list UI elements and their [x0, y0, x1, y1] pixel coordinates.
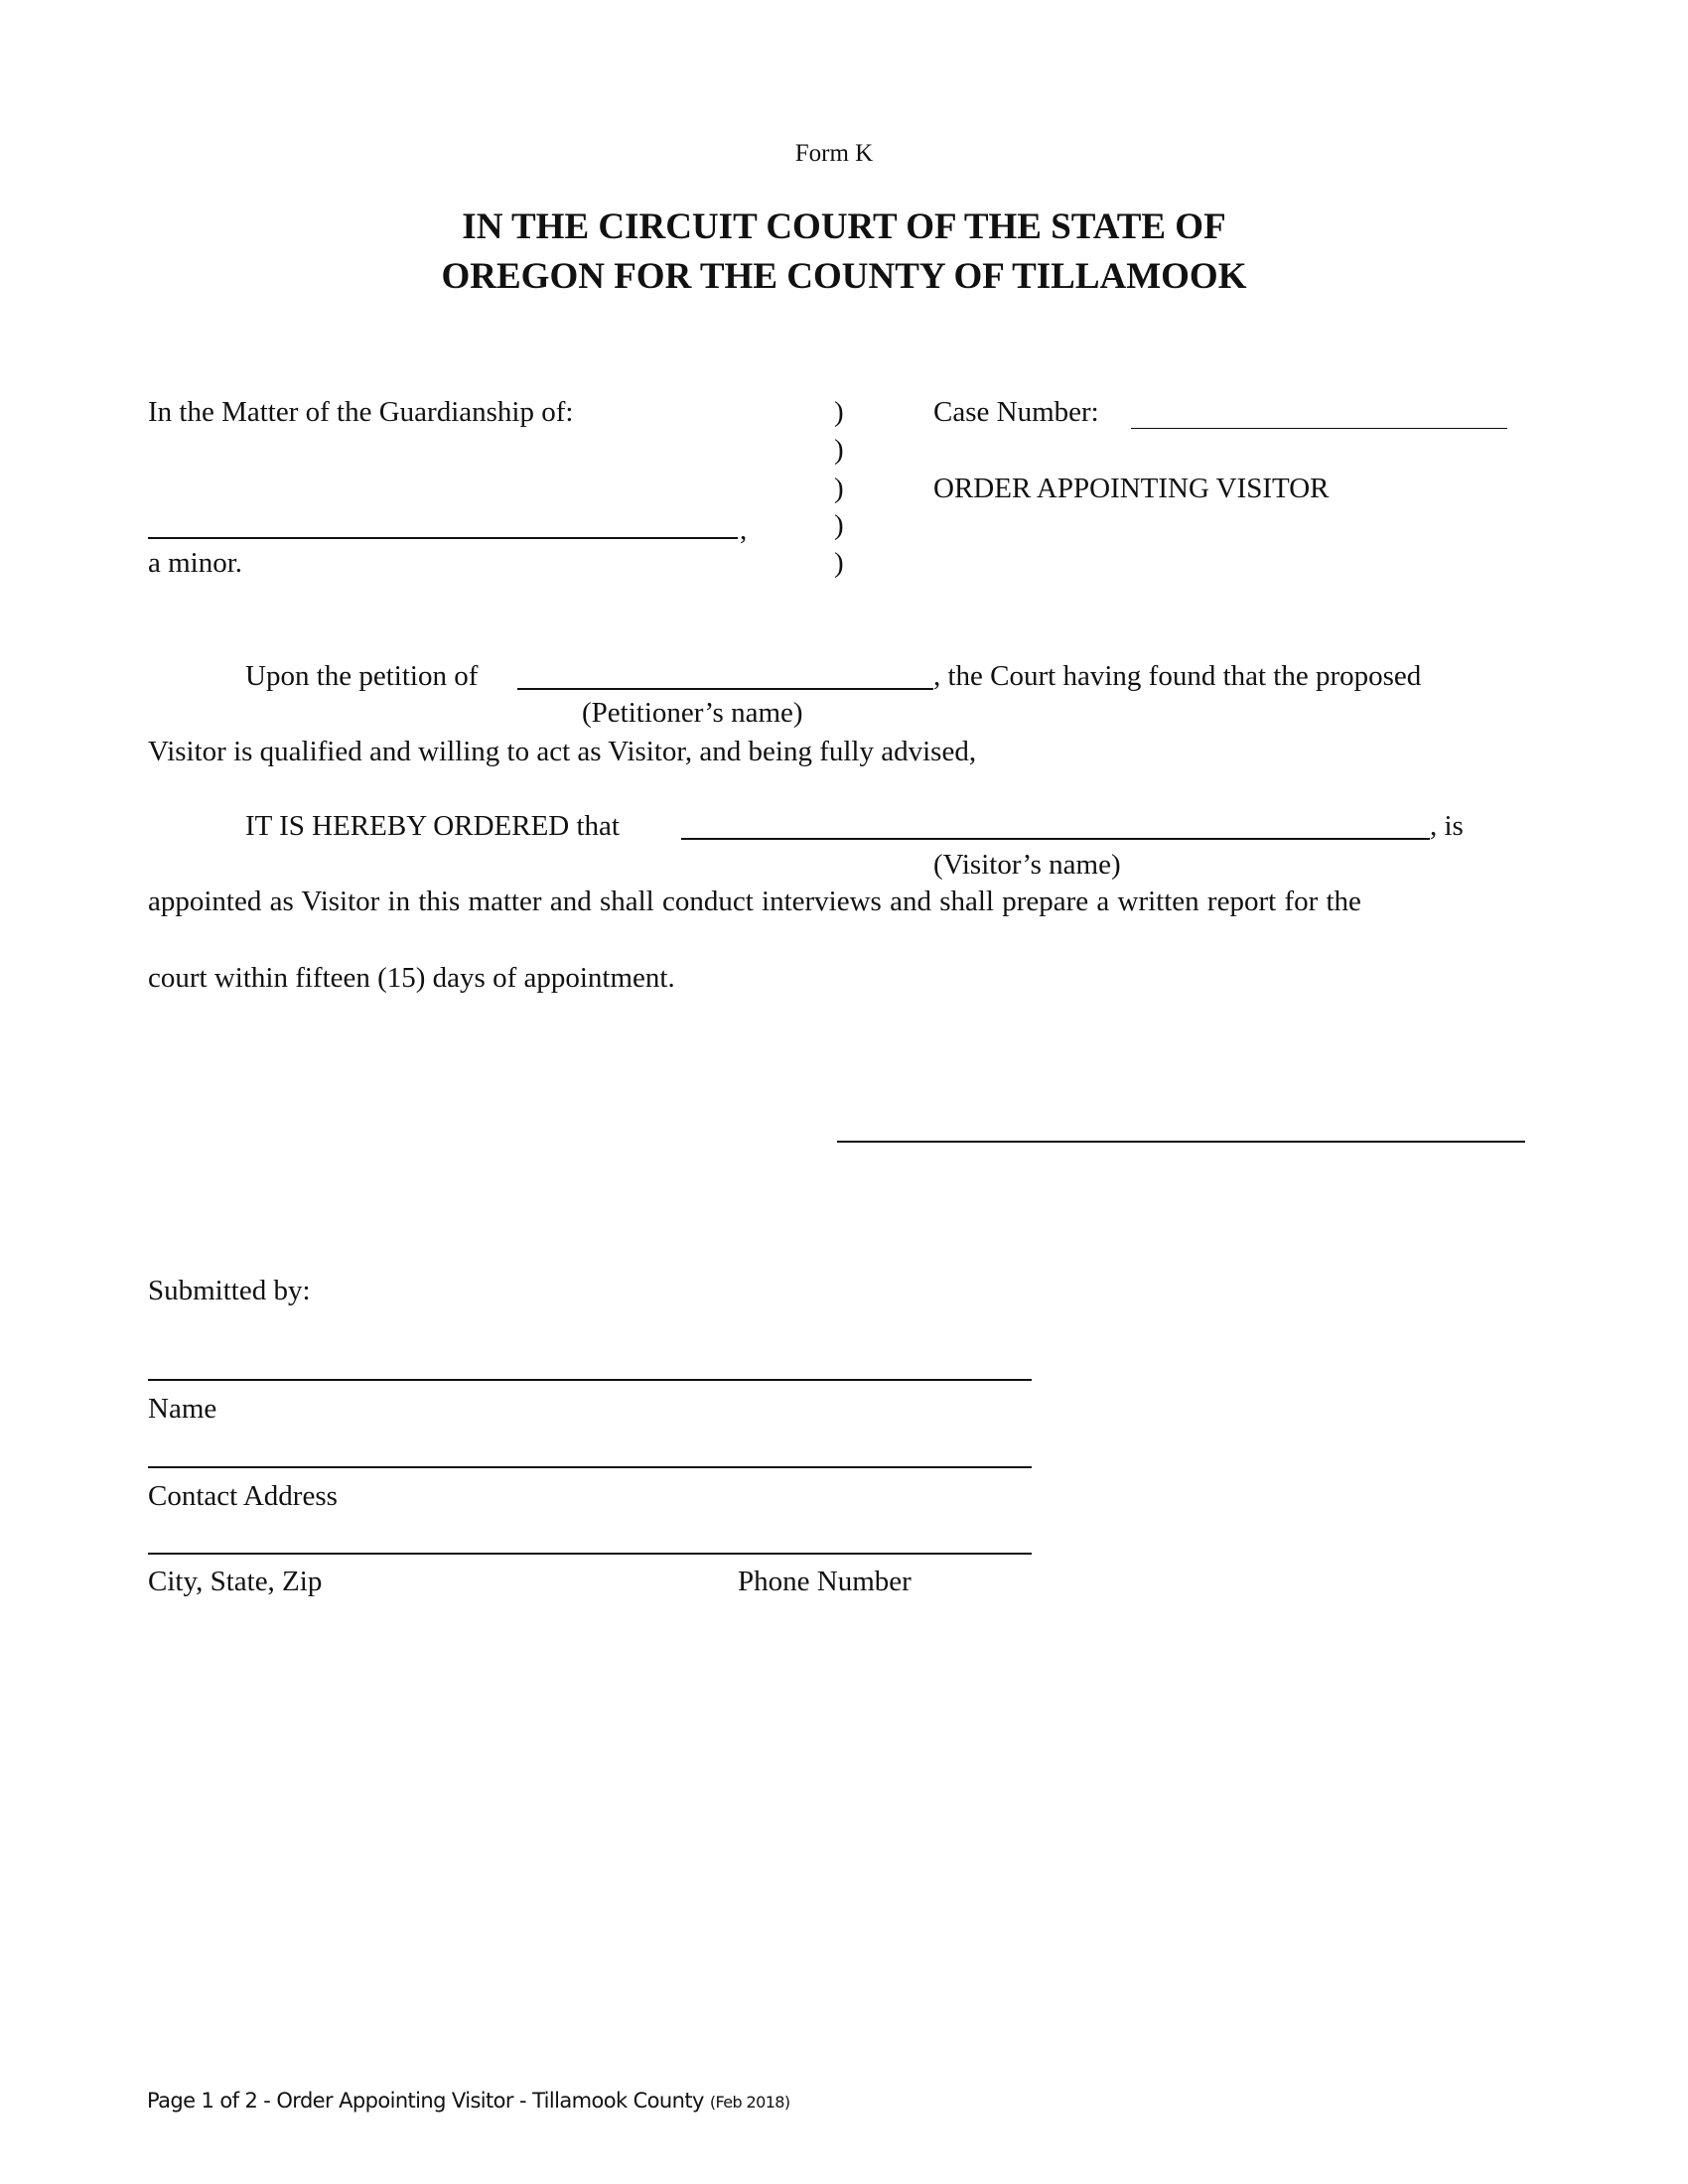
body-line4: appointed as Visitor in this matter and shall conduct interviews and shall prepare a written report for the: [148, 886, 1361, 917]
comma: ,: [740, 514, 748, 546]
body-line5: court within fifteen (15) days of appointment.: [148, 962, 675, 994]
document-title: ORDER APPOINTING VISITOR: [933, 473, 1330, 504]
city-label: City, State, Zip: [148, 1566, 323, 1597]
petitioner-name-line[interactable]: [517, 688, 933, 690]
name-line[interactable]: [148, 1379, 1032, 1381]
matter-label: In the Matter of the Guardianship of:: [148, 396, 574, 428]
phone-label: Phone Number: [738, 1566, 912, 1597]
petition-prefix: Upon the petition of: [245, 660, 479, 692]
ordered-suffix: , is: [1430, 810, 1464, 842]
visitor-hint: (Visitor’s name): [933, 849, 1121, 881]
footer-date: (Feb 2018): [709, 2093, 790, 2112]
minor-label: a minor.: [148, 547, 243, 579]
visitor-name-line[interactable]: [681, 838, 1430, 840]
paren: ): [834, 547, 844, 579]
paren: ): [834, 473, 844, 504]
case-number-line[interactable]: [1131, 428, 1507, 429]
address-label: Contact Address: [148, 1480, 338, 1512]
petitioner-hint: (Petitioner’s name): [582, 697, 803, 729]
paren: ): [834, 396, 844, 428]
form-label: Form K: [794, 140, 874, 167]
name-label: Name: [148, 1393, 217, 1425]
address-line[interactable]: [148, 1466, 1032, 1468]
city-line[interactable]: [148, 1553, 1032, 1555]
petition-suffix: , the Court having found that the proposed: [933, 660, 1422, 692]
body-line2: Visitor is qualified and willing to act as Visitor, and being fully advised,: [148, 736, 977, 767]
ward-name-line[interactable]: [148, 537, 738, 539]
page-footer: [147, 2089, 790, 2113]
paren: ): [834, 509, 844, 541]
court-title-line1: IN THE CIRCUIT COURT OF THE STATE OF: [462, 206, 1226, 247]
judge-signature-line[interactable]: [837, 1141, 1525, 1143]
paren: ): [834, 434, 844, 466]
court-title-line2: OREGON FOR THE COUNTY OF TILLAMOOK: [441, 256, 1247, 297]
ordered-prefix: IT IS HEREBY ORDERED that: [245, 810, 620, 842]
submitted-by-label: Submitted by:: [148, 1275, 311, 1306]
footer-main: Page 1 of 2 - Order Appointing Visitor - Tillamook County: [147, 2089, 710, 2113]
case-number-label: Case Number:: [933, 396, 1099, 428]
